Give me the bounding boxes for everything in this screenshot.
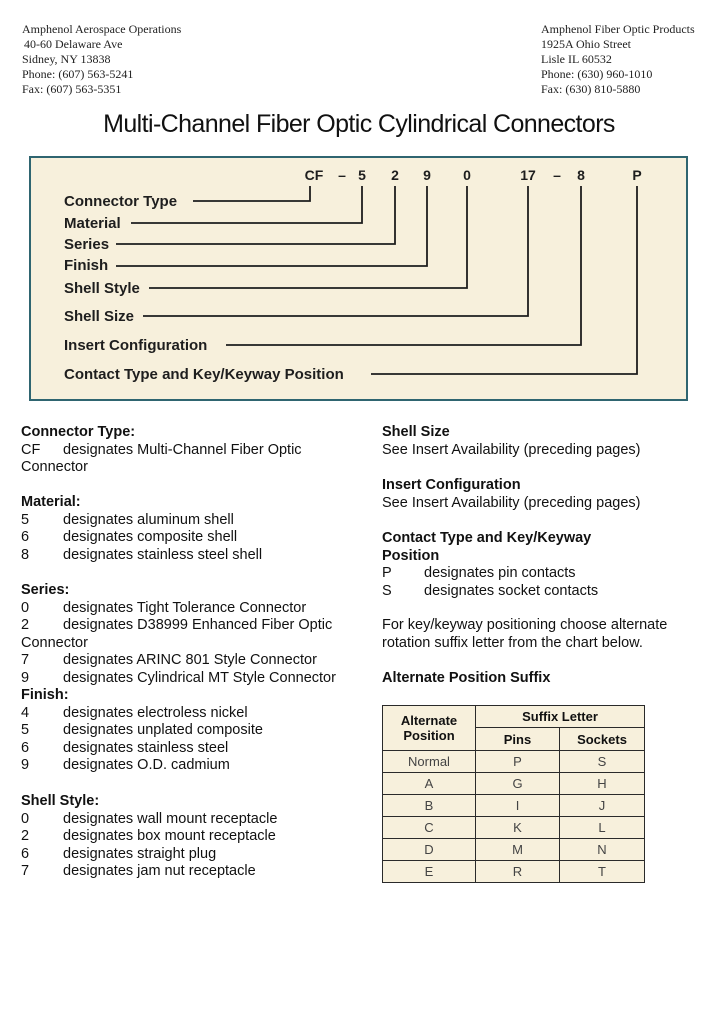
header-suffix-letter: Suffix Letter (476, 706, 645, 728)
diagram-label-contact-type: Contact Type and Key/Keyway Position (64, 366, 344, 383)
item-text: designates Multi-Channel Fiber Optic (63, 441, 302, 458)
section-text: See Insert Availability (preceding pages) (382, 494, 641, 511)
item-code: 4 (21, 704, 30, 721)
header-text: Alternate (400, 713, 458, 728)
part-number-diagram (29, 156, 688, 401)
item-text: designates wall mount receptacle (63, 810, 278, 827)
table-cell: S (560, 751, 645, 773)
code-char-insert: 8 (577, 167, 585, 183)
list-item (21, 811, 277, 829)
item-text: designates straight plug (63, 845, 217, 862)
item-code: P (382, 565, 392, 582)
section-heading: Finish: (21, 687, 69, 703)
leader-line-connector-type (193, 186, 310, 201)
list-item (21, 617, 336, 635)
header-sockets: Sockets (560, 728, 645, 751)
item-text: designates electroless nickel (63, 704, 248, 721)
item-code: 6 (21, 529, 30, 546)
section-heading: Series: (21, 582, 70, 598)
address-line: Phone: (630) 960-1010 (541, 67, 653, 81)
section-heading: Position (382, 547, 440, 564)
note-line: rotation suffix letter from the chart below. (382, 634, 643, 651)
list-item (21, 529, 262, 547)
table-row (383, 839, 645, 861)
item-text: designates Tight Tolerance Connector (63, 599, 307, 616)
table-cell: L (560, 817, 645, 839)
table-cell: T (560, 861, 645, 883)
table-cell: A (383, 773, 476, 795)
item-code: 0 (21, 810, 30, 827)
code-char-dash: – (338, 167, 346, 183)
list-item (382, 583, 598, 601)
header-text: Position (403, 728, 455, 743)
list-item (21, 442, 302, 460)
address-line: Sidney, NY 13838 (22, 52, 111, 66)
code-char-series: 2 (391, 167, 399, 183)
diagram-label-material: Material (64, 215, 121, 232)
leader-line-shell-size (143, 186, 528, 316)
code-char-finish: 9 (423, 167, 431, 183)
note-line: For key/keyway positioning choose alternate (382, 617, 668, 633)
address-line: Fax: (630) 810-5880 (541, 82, 641, 96)
section-heading: Shell Size (382, 424, 450, 440)
address-right (541, 22, 695, 97)
item-text: designates D38999 Enhanced Fiber Optic (63, 617, 333, 634)
address-line: Fax: (607) 563-5351 (22, 82, 122, 96)
list-item (382, 565, 598, 583)
table-row (383, 861, 645, 883)
section-connector-type (21, 424, 302, 477)
section-heading: Connector Type: (21, 424, 136, 440)
table-cell: G (476, 773, 560, 795)
list-item (21, 722, 263, 740)
diagram-label-shell-size: Shell Size (64, 308, 135, 325)
section-insert-configuration (382, 477, 640, 512)
code-char-shell-style: 0 (463, 167, 471, 183)
item-code: 5 (21, 511, 30, 528)
item-code: CF (21, 441, 41, 458)
table-row (383, 817, 645, 839)
section-heading: Material: (21, 494, 81, 510)
table-cell: M (476, 839, 560, 861)
code-char-shell-size: 17 (520, 167, 536, 183)
item-text: designates box mount receptacle (63, 828, 276, 845)
item-code: 6 (21, 739, 30, 756)
section-contact-type (382, 530, 598, 600)
list-item (21, 670, 336, 688)
list-item (21, 757, 263, 775)
diagram-label-series: Series (64, 236, 110, 253)
section-material (21, 494, 262, 564)
item-text: designates stainless steel (63, 739, 229, 756)
section-text: See Insert Availability (preceding pages) (382, 441, 641, 458)
list-item (21, 846, 277, 864)
table-cell: B (383, 795, 476, 817)
table-cell: J (560, 795, 645, 817)
table-cell: E (383, 861, 476, 883)
item-code: 7 (21, 863, 30, 880)
item-code: 2 (21, 828, 30, 845)
item-text: designates jam nut receptacle (63, 863, 256, 880)
item-text: designates pin contacts (424, 565, 576, 582)
section-heading: Shell Style: (21, 793, 100, 809)
list-item (21, 512, 262, 530)
table-cell: I (476, 795, 560, 817)
item-code: 9 (21, 757, 30, 774)
section-heading: Insert Configuration (382, 477, 521, 493)
address-line: Amphenol Aerospace Operations (22, 22, 182, 36)
item-text: designates stainless steel shell (63, 546, 263, 563)
section-heading: Alternate Position Suffix (382, 670, 551, 686)
section-series (21, 582, 336, 688)
item-code: 0 (21, 599, 30, 616)
diagram-label-insert-configuration: Insert Configuration (64, 337, 208, 354)
item-text: designates unplated composite (63, 722, 263, 739)
section-shell-size (382, 424, 640, 459)
item-text: designates ARINC 801 Style Connector (63, 652, 317, 669)
code-char-cf: CF (304, 167, 324, 183)
table-cell: H (560, 773, 645, 795)
table-cell: Normal (383, 751, 476, 773)
table-cell: D (383, 839, 476, 861)
item-text: designates aluminum shell (63, 511, 234, 528)
alternate-position-table (382, 705, 645, 883)
diagram-label-shell-style: Shell Style (64, 280, 140, 297)
item-code: 7 (21, 652, 30, 669)
address-line: Lisle IL 60532 (541, 52, 612, 66)
section-heading: Contact Type and Key/Keyway (382, 530, 592, 546)
item-text: designates Cylindrical MT Style Connector (63, 669, 336, 686)
list-item (21, 863, 277, 881)
address-line: Phone: (607) 563-5241 (22, 67, 134, 81)
item-code: 2 (21, 617, 30, 634)
item-code: 6 (21, 845, 30, 862)
diagram-svg (31, 158, 686, 399)
item-text: designates composite shell (63, 529, 238, 546)
item-code: 8 (21, 546, 30, 563)
address-line: 40-60 Delaware Ave (24, 37, 123, 51)
table-row (383, 795, 645, 817)
list-item (21, 705, 263, 723)
list-item (21, 828, 277, 846)
list-item (21, 652, 336, 670)
item-text: designates O.D. cadmium (63, 757, 230, 774)
table-row (383, 751, 645, 773)
item-text: designates socket contacts (424, 582, 599, 599)
table-row (383, 773, 645, 795)
table-cell: K (476, 817, 560, 839)
section-finish (21, 687, 263, 775)
item-code: S (382, 582, 392, 599)
table-cell: N (560, 839, 645, 861)
table-cell: C (383, 817, 476, 839)
table-cell: P (476, 751, 560, 773)
code-char-contact: P (632, 167, 642, 183)
section-shell-style (21, 793, 277, 881)
header-pins: Pins (476, 728, 560, 751)
keyway-note (382, 617, 667, 652)
header-alternate-position (383, 706, 476, 751)
list-item (21, 547, 262, 565)
item-code: 9 (21, 669, 30, 686)
list-item-continuation: Connector (21, 634, 88, 651)
list-item (21, 740, 263, 758)
address-left (22, 22, 181, 97)
item-code: 5 (21, 722, 30, 739)
table-cell: R (476, 861, 560, 883)
address-line: 1925A Ohio Street (541, 37, 631, 51)
diagram-label-connector-type: Connector Type (64, 193, 178, 210)
code-char-dash: – (553, 167, 561, 183)
code-char-material: 5 (358, 167, 366, 183)
list-item (21, 600, 336, 618)
list-item-continuation: Connector (21, 459, 88, 476)
alt-position-heading-block (382, 670, 550, 688)
diagram-label-finish: Finish (64, 257, 109, 274)
page-title: Multi-Channel Fiber Optic Cylindrical Connectors (103, 110, 615, 138)
address-line: Amphenol Fiber Optic Products (541, 22, 695, 36)
